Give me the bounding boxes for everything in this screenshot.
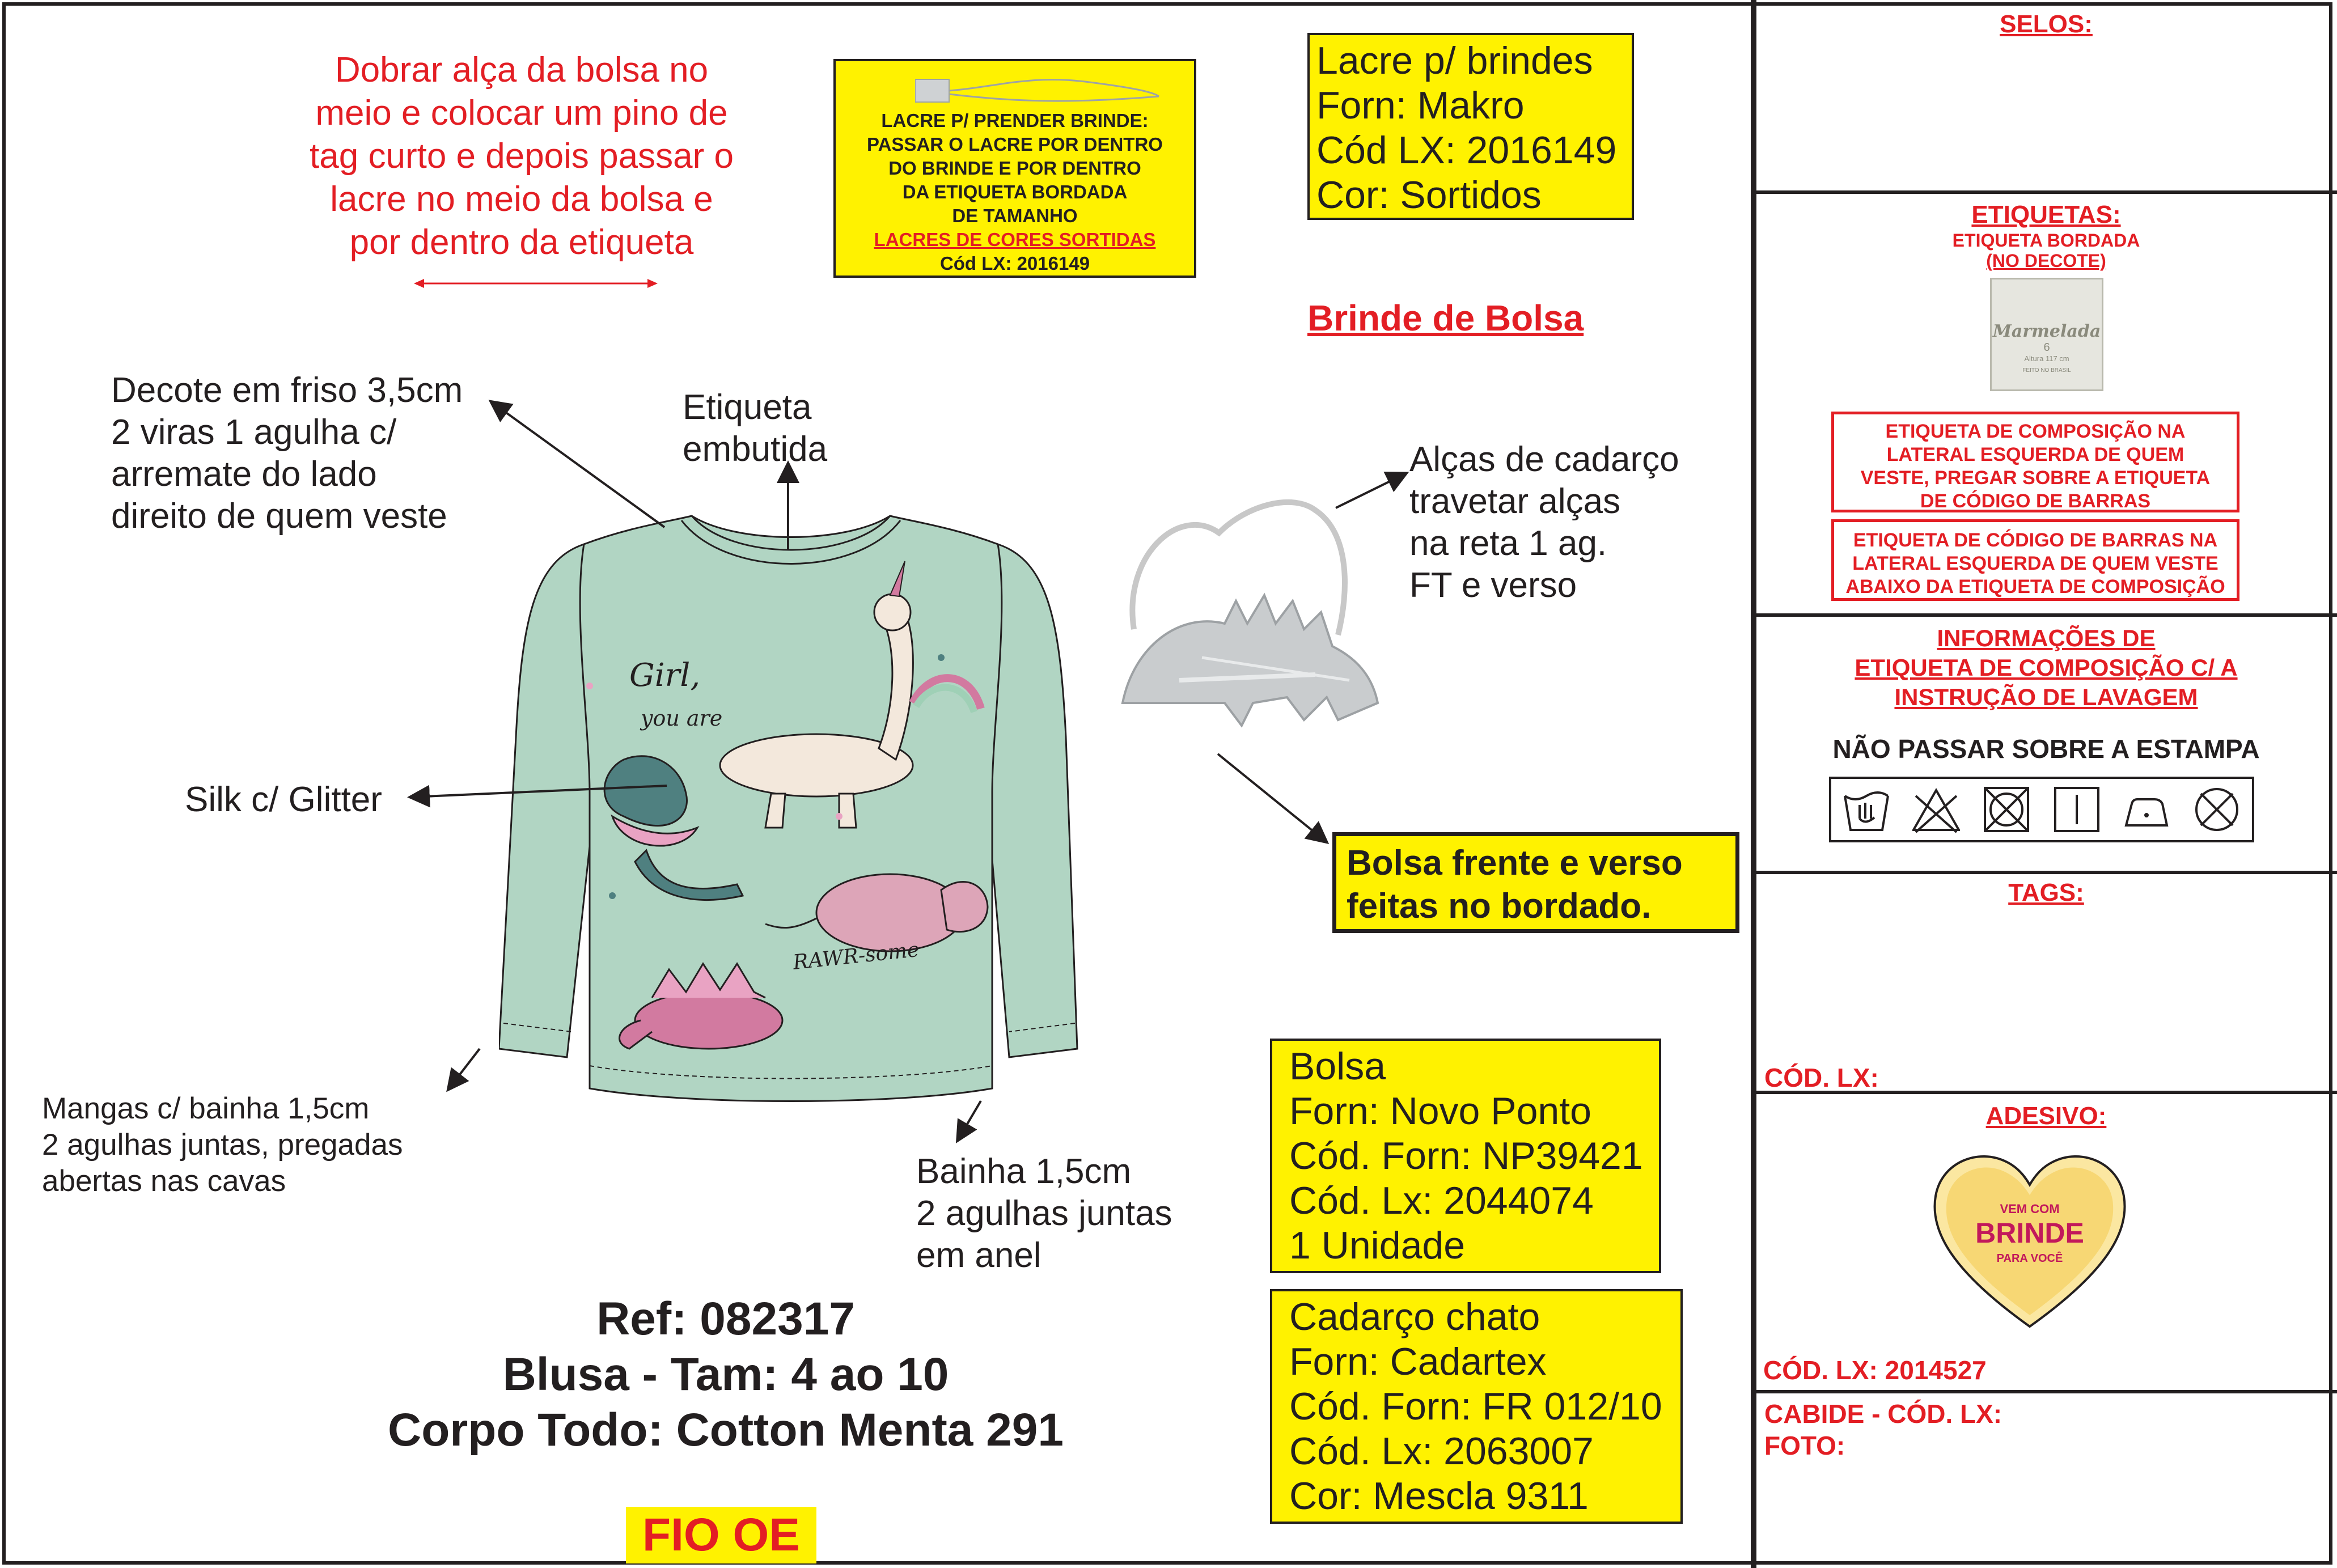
note-line: Bainha 1,5cm [916,1152,1132,1191]
wash-hand-icon [1843,785,1890,834]
note-line: abertas nas cavas [42,1164,286,1198]
bolsa-note-box [1332,832,1739,933]
bolsa-note-line: feitas no bordado. [1347,887,1652,926]
divider-info [1755,871,2337,874]
adesivo-title: ADESIVO: [1985,1102,2107,1130]
cadarco-line: Cor: Mescla 9311 [1289,1474,1589,1518]
barras-line: LATERAL ESQUERDA DE QUEM VESTE [1852,553,2219,574]
fio-label: FIO OE [626,1507,816,1563]
note-line: 2 agulhas juntas [916,1194,1172,1233]
print-rawr-text: RAWR-some [791,938,921,974]
note-line: direito de quem veste [111,497,447,536]
nao-passar-text: NÃO PASSAR SOBRE A ESTAMPA [1832,734,2260,764]
lacre-line: LACRE P/ PRENDER BRINDE: [881,110,1149,131]
bolsa-spec-box [1270,1039,1661,1273]
sticker-line: VEM COM [2000,1202,2060,1216]
divider-adesivo [1755,1390,2337,1393]
barras-line: ABAIXO DA ETIQUETA DE COMPOSIÇÃO [1845,576,2225,597]
no-tumble-dry-icon [1983,785,2030,834]
cabide-label: CABIDE - CÓD. LX: [1764,1399,2002,1429]
iron-low-icon [2123,785,2170,834]
composicao-box [1831,412,2239,512]
sticker-line: BRINDE [1975,1217,2084,1249]
cadarco-spec-box [1270,1289,1683,1524]
note-silk: Silk c/ Glitter [185,780,382,819]
note-line: arremate do lado [111,455,377,494]
composicao-line: LATERAL ESQUERDA DE QUEM [1886,444,2184,465]
etiquetas-title: ETIQUETAS: [1971,201,2121,228]
cadarco-line: Forn: Cadartex [1289,1340,1547,1383]
lacre-code: Cód LX: 2016149 [939,253,1090,274]
cadarco-line: Cód. Forn: FR 012/10 [1289,1385,1662,1428]
composicao-line: DE CÓDIGO DE BARRAS [1920,490,2151,512]
bolsa-note-line: Bolsa frente e verso [1347,844,1683,883]
note-line: na reta 1 ag. [1409,524,1607,563]
tags-cod-lx: CÓD. LX: [1764,1063,1879,1092]
composicao-line: VESTE, PREGAR SOBRE A ETIQUETA [1860,467,2211,489]
bolsa-line: Forn: Novo Ponto [1289,1090,1591,1133]
bolsa-line: Cód. Lx: 2044074 [1289,1179,1594,1222]
sticker-line: PARA VOCÊ [1996,1252,2063,1265]
bolsa-line: 1 Unidade [1289,1224,1466,1267]
embroidered-label [1990,278,2103,391]
note-line: lacre no meio da bolsa e [330,180,713,219]
label-size: 6 [2043,341,2050,354]
label-made: FEITO NO BRASIL [2022,367,2071,374]
lacre-line: DE TAMANHO [952,205,1078,226]
note-line: Etiqueta [683,388,812,427]
foto-label: FOTO: [1764,1431,1845,1460]
note-line: FT e verso [1409,566,1577,605]
tags-title: TAGS: [2008,879,2084,906]
composicao-line: ETIQUETA DE COMPOSIÇÃO NA [1885,421,2186,442]
note-line: 2 viras 1 agulha c/ [111,413,397,452]
codigo-barras-box [1831,519,2239,601]
lacre-line: PASSAR O LACRE POR DENTRO [867,134,1163,155]
brindes-line: Lacre p/ brindes [1316,39,1593,82]
product-reference [317,1291,1134,1458]
label-brand: Marmelada [1992,321,2101,341]
brindes-line: Cor: Sortidos [1316,173,1542,217]
no-dry-clean-icon [2193,785,2241,834]
info-line: INFORMAÇÕES DE [1937,625,2156,651]
heart-sticker [1928,1145,2132,1332]
label-small: Altura 117 cm [2024,354,2069,363]
cadarco-line: Cód. Lx: 2063007 [1289,1430,1594,1473]
cabide-foto [1764,1398,2002,1461]
adesivo-cod-value: 2014527 [1885,1355,1987,1385]
no-bleach-icon [1912,785,1960,834]
ref-line: Corpo Todo: Cotton Menta 291 [388,1404,1064,1456]
bag-illustration [1111,488,1429,760]
barras-line: ETIQUETA DE CÓDIGO DE BARRAS NA [1853,529,2218,551]
note-line: Decote em friso 3,5cm [111,371,463,410]
selos-title: SELOS: [2000,10,2093,38]
lacre-line: DA ETIQUETA BORDADA [902,181,1128,202]
ref-line: Ref: 082317 [596,1293,855,1345]
note-line: por dentro da etiqueta [349,223,694,262]
adesivo-cod-label: CÓD. LX: [1763,1355,1878,1385]
brindes-line: Cód LX: 2016149 [1316,129,1617,172]
lacre-line: DO BRINDE E POR DENTRO [888,158,1141,179]
adesivo-cod-lx [1763,1355,1987,1385]
brindes-line: Forn: Makro [1316,84,1525,127]
bolsa-line: Bolsa [1289,1045,1386,1088]
note-line: Dobrar alça da bolsa no [335,50,709,90]
brinde-title: Brinde de Bolsa [1307,298,1584,338]
divider-selos [1755,190,2337,194]
note-line: meio e colocar um pino de [315,94,728,133]
note-line: tag curto e depois passar o [310,137,734,176]
caption-line: ETIQUETA BORDADA [1952,230,2140,251]
etiqueta-bordada-caption [1755,230,2337,271]
divider-etiquetas [1755,613,2337,617]
info-line: INSTRUÇÃO DE LAVAGEM [1894,684,2198,710]
print-you-are-text: you are [641,706,723,731]
line-dry-icon [2053,785,2101,834]
bolsa-line: Cód. Forn: NP39421 [1289,1134,1643,1177]
cadarco-line: Cadarço chato [1289,1295,1540,1338]
note-line: Mangas c/ bainha 1,5cm [42,1092,370,1125]
note-line: travetar alças [1409,482,1621,521]
info-line: ETIQUETA DE COMPOSIÇÃO C/ A [1855,654,2238,681]
care-symbols [1829,777,2254,842]
note-line: em anel [916,1236,1042,1275]
ref-line: Blusa - Tam: 4 ao 10 [502,1349,949,1400]
note-line: Alças de cadarço [1409,440,1679,479]
note-line: 2 agulhas juntas, pregadas [42,1128,403,1162]
caption-line: (NO DECOTE) [1986,251,2106,271]
note-line: embutida [683,430,828,469]
lacre-sortidas: LACRES DE CORES SORTIDAS [874,229,1156,250]
info-title [1755,624,2337,712]
print-girl-text: Girl, [629,657,701,694]
